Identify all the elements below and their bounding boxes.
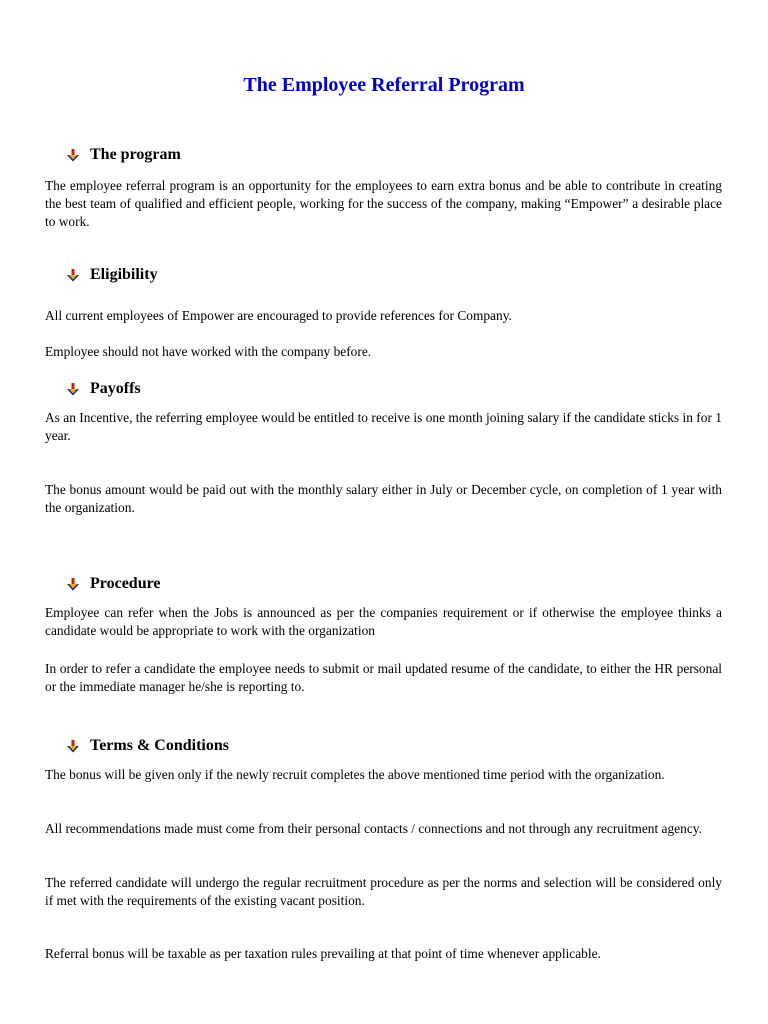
arrow-down-bullet-icon (67, 578, 79, 591)
paragraph: The bonus will be given only if the newly recruit completes the above mentioned time period with the organization. (45, 767, 665, 782)
paragraph: The referred candidate will undergo the regular recruitment procedure as per the norms and selection will be considered only if met with the requirements of the existing vacant position. (45, 875, 722, 908)
paragraph: The employee referral program is an opportunity for the employees to earn extra bonus and be able to contribute in creating the best team of qualified and efficient people, working for the success of the company, making “Empower” a desirable place to work. (45, 178, 722, 229)
arrow-down-bullet-icon (67, 383, 79, 396)
arrow-down-bullet-icon (67, 269, 79, 282)
section-heading-label: Eligibility (90, 266, 158, 283)
section-heading-label: Procedure (90, 575, 161, 592)
paragraph: The bonus amount would be paid out with the monthly salary either in July or December cycle, on completion of 1 year with the organization. (45, 482, 722, 515)
paragraph: Referral bonus will be taxable as per taxation rules prevailing at that point of time whenever applicable. (45, 946, 601, 961)
paragraph: Employee can refer when the Jobs is announced as per the companies requirement or if otherwise the employee thinks a candidate would be appropriate to work with the organization (45, 605, 722, 638)
section-heading-label: The program (90, 146, 181, 163)
arrow-down-bullet-icon (67, 149, 79, 162)
section-heading-payoffs (67, 380, 141, 398)
paragraph: All recommendations made must come from their personal contacts / connections and not through any recruitment agency. (45, 821, 702, 836)
section-heading-terms (67, 737, 229, 755)
paragraph: Employee should not have worked with the company before. (45, 344, 372, 359)
paragraph: All current employees of Empower are encouraged to provide references for Company. (45, 308, 512, 323)
paragraph: As an Incentive, the referring employee would be entitled to receive is one month joining salary if the candidate sticks in for 1 year. (45, 410, 722, 443)
section-heading-label: Terms & Conditions (90, 737, 229, 754)
document-title: The Employee Referral Program (243, 74, 525, 96)
section-heading-program (67, 146, 181, 164)
arrow-down-bullet-icon (67, 740, 79, 753)
section-heading-procedure (67, 575, 161, 593)
paragraph: In order to refer a candidate the employee needs to submit or mail updated resume of the candidate, to either the HR personal or the immediate manager he/she is reporting to. (45, 661, 722, 694)
section-heading-label: Payoffs (90, 380, 141, 397)
section-heading-eligibility (67, 266, 158, 284)
